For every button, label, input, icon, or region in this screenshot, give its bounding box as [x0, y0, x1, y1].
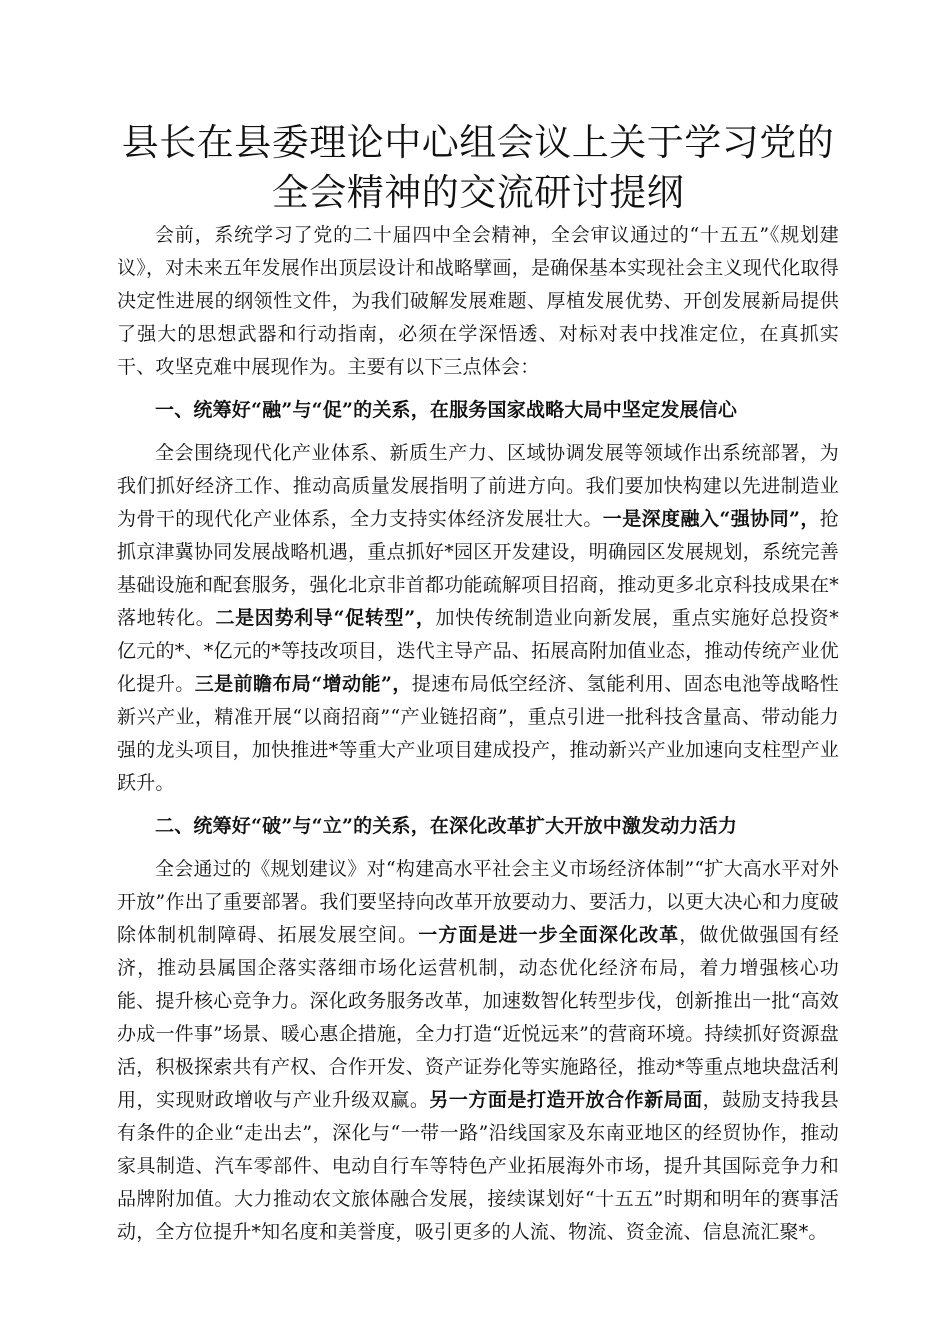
section-2-text-a: 全会通过的《规划建议》对“构建高水平社会主义市场经济体制”“扩大高水平对外开放”作出了重要部署。我们要坚持向改革开放要动力、要活力，以更大决心和力度破除体制机制障碍、拓展发展空间。 — [117, 858, 839, 946]
section-2-heading: 二、统筹好“破”与“立”的关系，在深化改革扩大开放中激发动力活力 — [155, 815, 738, 837]
section-2-point-1: 一方面是进一步全面深化改革 — [418, 924, 680, 946]
section-1-paragraph — [117, 437, 839, 800]
section-1-heading: 一、统筹好“融”与“促”的关系，在服务国家战略大局中坚定发展信心 — [155, 399, 738, 421]
section-1-point-1: 一是深度融入“强协同”， — [602, 508, 820, 530]
section-2-point-2: 另一方面是打造开放合作新局面 — [429, 1089, 703, 1111]
section-2-paragraph — [117, 853, 839, 1249]
section-1-point-3: 三是前瞻布局“增动能”， — [194, 673, 412, 695]
section-1-text-c: 加快传统制造业向新发展，重点实施好总投资*亿元的*、*亿元的*等技改项目，迭代主导产品、拓展高附加值业态，推动传统产业优化提升。 — [117, 607, 839, 695]
section-1-text-d: 提速布局低空经济、氢能利用、固态电池等战略性新兴产业，精准开展“以商招商”“产业链招商”，重点引进一批科技含量高、带动能力强的龙头项目，加快推进*等重大产业项目建成投产，推动新兴产业加速向支柱型产业跃升。 — [117, 673, 840, 794]
section-2-text-c: ，鼓励支持我县有条件的企业“走出去”，深化与“一带一路”沿线国家及东南亚地区的经贸协作，推动家具制造、汽车零部件、电动自行车等特色产业拓展海外市场，提升其国际竞争力和品牌附加值。大力推动农文旅体融合发展，接续谋划好“十五五”时期和明年的赛事活动，全方位提升*知名度和美誉度，吸引更多的人流、物流、资金流、信息流汇聚*。 — [117, 1089, 840, 1243]
document-page — [117, 118, 839, 1249]
intro-paragraph: 会前，系统学习了党的二十届四中全会精神，全会审议通过的“十五五”《规划建议》，对未来五年发展作出顶层设计和战略擘画，是确保基本实现社会主义现代化取得决定性进展的纲领性文件，为我们破解发展难题、厚植发展优势、开创发展新局提供了强大的思想武器和行动指南，必须在学深悟透、对标对表中找准定位，在真抓实干、攻坚克难中展现作为。主要有以下三点体会： — [117, 224, 839, 378]
section-1-text-a: 全会围绕现代化产业体系、新质生产力、区域协调发展等领域作出系统部署，为我们抓好经济工作、推动高质量发展指明了前进方向。我们要加快构建以先进制造业为骨干的现代化产业体系，全力支持实体经济发展壮大。 — [117, 442, 839, 530]
section-1-point-2: 二是因势利导“促转型”， — [215, 607, 436, 629]
document-title: 县长在县委理论中心组会议上关于学习党的全会精神的交流研讨提纲 — [121, 121, 835, 214]
section-1-text-b: 抢抓京津冀协同发展战略机遇，重点抓好*园区开发建设，明确园区发展规划，系统完善基础设施和配套服务，强化北京非首都功能疏解项目招商，推动更多北京科技成果在*落地转化。 — [117, 508, 839, 629]
section-2-text-b: ，做优做强国有经济，推动县属国企落实落细市场化运营机制，动态优化经济布局，着力增强核心功能、提升核心竞争力。深化政务服务改革，加速数智化转型步伐，创新推出一批“高效办成一件事”场景、暖心惠企措施，全力打造“近悦远来”的营商环境。持续抓好资源盘活，积极探索共有产权、合作开发、资产证券化等实施路径，推动*等重点地块盘活利用，实现财政增收与产业升级双赢。 — [117, 924, 839, 1111]
